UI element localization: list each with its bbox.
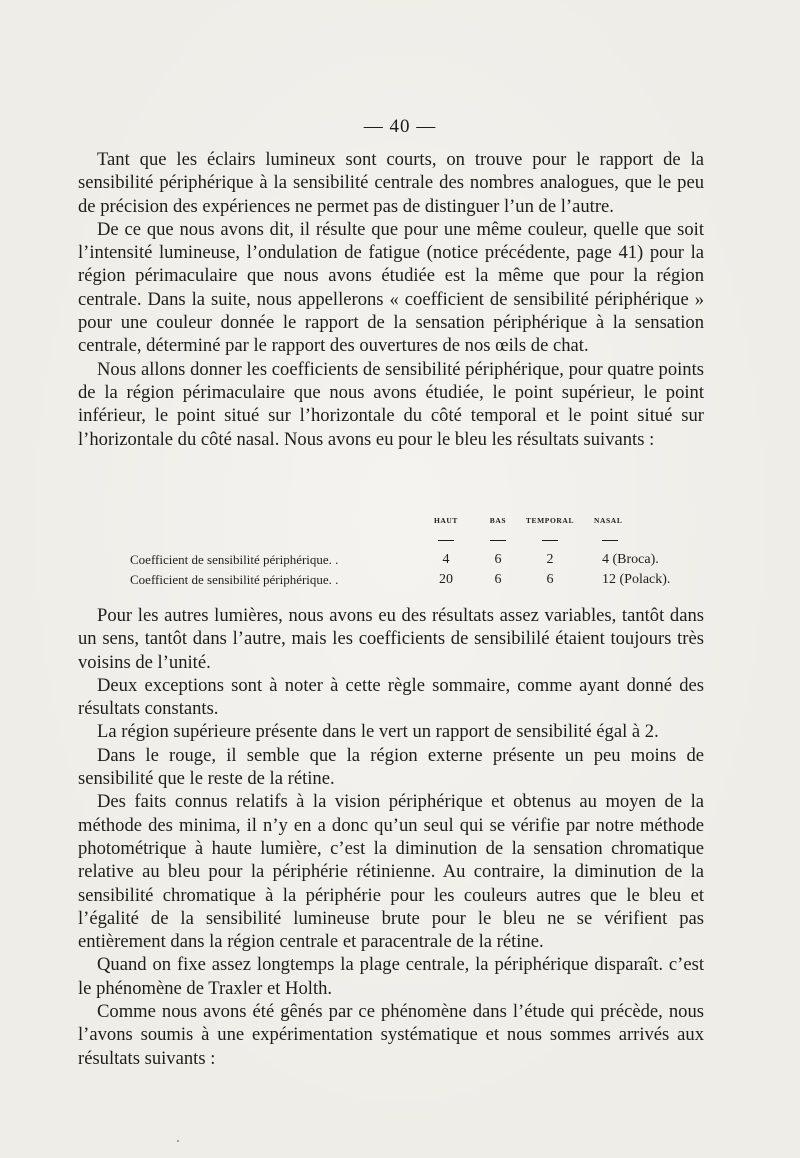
table-row	[130, 550, 690, 570]
coefficient-table	[130, 516, 690, 590]
paragraph: Pour les autres lumières, nous avons eu des résultats assez variables, tantôt dans un sens, tantôt dans l’autre, mais les coefficients de sensibililé étaient toujours très voisins de l’unité.	[78, 605, 704, 673]
body-text-top	[78, 148, 704, 451]
cell-haut: 20	[439, 572, 453, 587]
cell-temporal: 6	[546, 572, 554, 587]
column-header-haut: HAUT	[433, 516, 459, 525]
paragraph: Tant que les éclairs lumineux sont courts, on trouve pour le rapport de la sensibilité périphérique à la sensibilité centrale des nombres analogues, que le peu de précision des expériences ne permet pas de distinguer l’un de l’autre.	[78, 149, 704, 217]
paragraph: De ce que nous avons dit, il résulte que pour une même couleur, quelle que soit l’intensité lumineuse, l’ondulation de fatigue (notice précédente, page 41) pour la région périmaculaire que nous avons étudiée est la même que pour la région centrale. Dans la suite, nous appellerons « coefficient de sensibilité périphérique » pour une couleur donnée le rapport de la sensation périphérique à la sensation centrale, déterminé par le rapport des ouvertures de nos œils de chat.	[78, 218, 704, 357]
cell-haut: 4	[442, 552, 450, 567]
row-label: Coefficient de sensibilité périphérique. .	[130, 572, 339, 587]
cell-nasal: 12 (Polack).	[602, 572, 671, 587]
table-dash-row	[130, 531, 690, 550]
cell-bas: 6	[494, 572, 502, 587]
paragraph: Nous allons donner les coefficients de sensibilité périphérique, pour quatre points de la région périmaculaire que nous avons étudiée, le point supérieur, le point inférieur, le point situé sur l’horizontale du côté temporal et le point situé sur l’horizontale du côté nasal. Nous avons eu pour le bleu les résultats suivants :	[78, 358, 704, 450]
cell-temporal: 2	[546, 552, 554, 567]
table-header-row	[130, 516, 690, 531]
divider-dash	[490, 540, 506, 541]
page-number: — 40 —	[363, 116, 437, 137]
divider-dash	[602, 540, 618, 541]
cell-bas: 6	[494, 552, 502, 567]
column-header-bas: BAS	[489, 516, 507, 525]
table-row	[130, 570, 690, 590]
row-label: Coefficient de sensibilité périphérique. .	[130, 552, 339, 567]
paragraph: La région supérieure présente dans le vert un rapport de sensibilité égal à 2.	[97, 721, 659, 743]
cell-nasal: 4 (Broca).	[602, 552, 659, 567]
paragraph: Dans le rouge, il semble que la région externe présente un peu moins de sensibilité que le reste de la rétine.	[78, 744, 704, 790]
ink-speck	[177, 1140, 179, 1142]
divider-dash	[438, 540, 454, 541]
paragraph: Comme nous avons été gênés par ce phénomène dans l’étude qui précède, nous l’avons soumis à une expérimentation systématique et nous sommes arrivés aux résultats suivants :	[78, 1001, 704, 1069]
divider-dash	[542, 540, 558, 541]
paragraph: Quand on fixe assez longtemps la plage centrale, la périphérique disparaît. c’est le phénomène de Traxler et Holth.	[78, 954, 704, 999]
column-header-temporal: TEMPORAL	[525, 516, 575, 525]
paragraph: Des faits connus relatifs à la vision périphérique et obtenus au moyen de la méthode des minima, il n’y en a donc qu’un seul qui se vérifie par notre méthode photométrique à haute lumière, c’est la diminution de la sensation chromatique relative au bleu pour la périphérie rétinienne. Au contraire, la diminution de la sensibilité chromatique à la périphérie pour les couleurs autres que le bleu et l’égalité de la sensibilité lumineuse brute pour le bleu ne se vérifient pas entièrement dans la région centrale et paracentrale de la rétine.	[78, 791, 704, 953]
paragraph: Deux exceptions sont à noter à cette règle sommaire, comme ayant donné des résultats constants.	[78, 674, 704, 720]
column-header-nasal: NASAL	[594, 516, 623, 525]
body-text-bottom	[78, 604, 704, 1070]
